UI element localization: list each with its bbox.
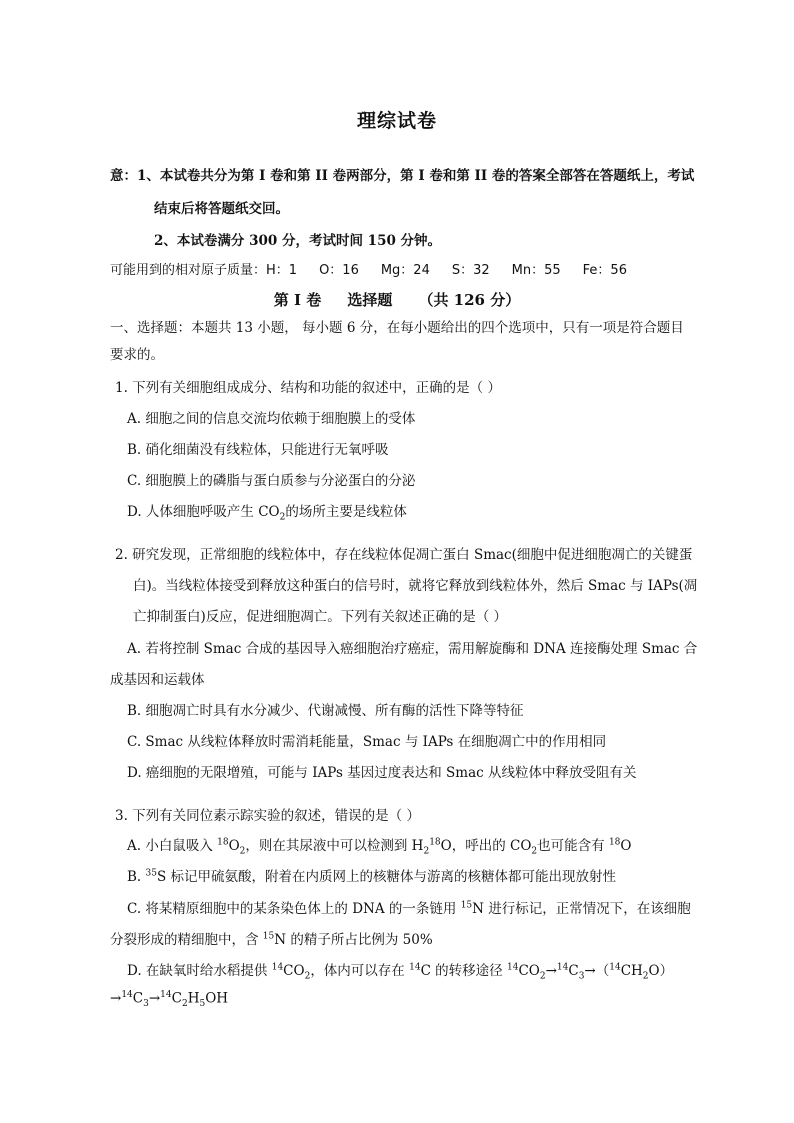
section-intro-line-1: 一、选择题：本题共 13 小题， 每小题 6 分，在每小题给出的四个选项中，只有一项是符合题目 xyxy=(110,320,684,336)
page-title: 理综试卷 xyxy=(356,110,437,132)
q3-option-d-line-1: D. 在缺氧时给水稻提供 $^{14}CO_2$，体内可以存在 $^{14}$C 的转移途径 $^{14}CO_2\to^{14}C_3\to(^{14}CH_2O)$ xyxy=(127,962,674,982)
q1-option-d-text-2: 的场所主要是线粒体 xyxy=(285,504,407,520)
atomic-mass-o: O：16 xyxy=(319,263,359,278)
atomic-mass-fe: Fe：56 xyxy=(582,263,627,278)
q1-stem: 1. 下列有关细胞组成成分、结构和功能的叙述中，正确的是（ ） xyxy=(115,380,501,396)
q2-option-a-line-2: 成基因和运载体 xyxy=(110,672,205,688)
q3-option-b: B. $^{35}$S 标记甲硫氨酸，附着在内质网上的核糖体与游离的核糖体都可能出现放射性 xyxy=(127,868,617,885)
atomic-mass-h: H：1 xyxy=(266,263,298,278)
q2-option-c: C. Smac 从线粒体释放时需消耗能量，Smac 与 IAPs 在细胞凋亡中的作用相同 xyxy=(127,734,607,750)
q3-stem: 3. 下列有关同位素示踪实验的叙述，错误的是（ ） xyxy=(115,808,420,824)
atomic-mass-mn: Mn：55 xyxy=(511,263,561,278)
q1-option-d-sub: 2 xyxy=(279,512,286,523)
q2-option-a-line-1: A. 若将控制 Smac 合成的基因导入癌细胞治疗癌症，需用解旋酶和 DNA 连接酶处理 Smac 合 xyxy=(127,641,698,657)
q2-option-b: B. 细胞凋亡时具有水分减少、代谢减慢、所有酶的活性下降等特征 xyxy=(127,703,524,719)
atomic-mass-line xyxy=(110,259,649,278)
q1-option-a: A. 细胞之间的信息交流均依赖于细胞膜上的受体 xyxy=(127,411,416,427)
atomic-mass-s: S：32 xyxy=(451,263,490,278)
section-intro-line-2: 要求的。 xyxy=(110,347,164,363)
atomic-mass-label: 可能用到的相对原子质量： xyxy=(110,263,267,278)
section-title: 第 I 卷 选择题 （共 126 分） xyxy=(273,291,521,309)
q1-option-d xyxy=(127,500,407,523)
atomic-mass-mg: Mg：24 xyxy=(380,263,430,278)
note-2: 2、本试卷满分 300 分，考试时间 150 分钟。 xyxy=(154,233,442,249)
q2-option-d: D. 癌细胞的无限增殖，可能与 IAPs 基因过度表达和 Smac 从线粒体中释放受阻有关 xyxy=(127,765,637,781)
note-1-line-2: 结束后将答题纸交回。 xyxy=(154,201,289,217)
q2-stem-line-2: 白)。当线粒体接受到释放这种蛋白的信号时，就将它释放到线粒体外，然后 Smac 与 IAPs(凋 xyxy=(133,578,698,594)
q3-option-a: A. 小白鼠吸入 $^{18}O_2$，则在其尿液中可以检测到 $H_2^{18}O$，呼出的 $CO_2$也可能含有 $^{18}$O xyxy=(127,837,632,857)
q2-stem-line-1: 2. 研究发现，正常细胞的线粒体中，存在线粒体促凋亡蛋白 Smac(细胞中促进细胞凋亡的关键蛋 xyxy=(115,547,693,563)
q1-option-c: C. 细胞膜上的磷脂与蛋白质参与分泌蛋白的分泌 xyxy=(127,473,416,489)
q1-option-d-text-1: D. 人体细胞呼吸产生 CO xyxy=(127,504,280,520)
q2-stem-line-3: 亡抑制蛋白)反应，促进细胞凋亡。下列有关叙述正确的是（ ） xyxy=(133,609,508,625)
q3-option-c-line-2: 分裂形成的精细胞中，含 $^{15}$N 的精子所占比例为 50% xyxy=(110,931,433,948)
q3-option-d-line-2: $\to^{14}C_3\to^{14}C_2H_5OH$ xyxy=(110,990,229,1010)
note-1-line-1: 意：1、本试卷共分为第 I 卷和第 II 卷两部分，第 I 卷和第 II 卷的答案全部答在答题纸上，考试 xyxy=(110,168,695,184)
q1-option-b: B. 硝化细菌没有线粒体，只能进行无氧呼吸 xyxy=(127,442,389,458)
q3-option-c-line-1: C. 将某精原细胞中的某条染色体上的 DNA 的一条链用 $^{15}$N 进行标记，正常情况下，在该细胞 xyxy=(127,900,691,917)
